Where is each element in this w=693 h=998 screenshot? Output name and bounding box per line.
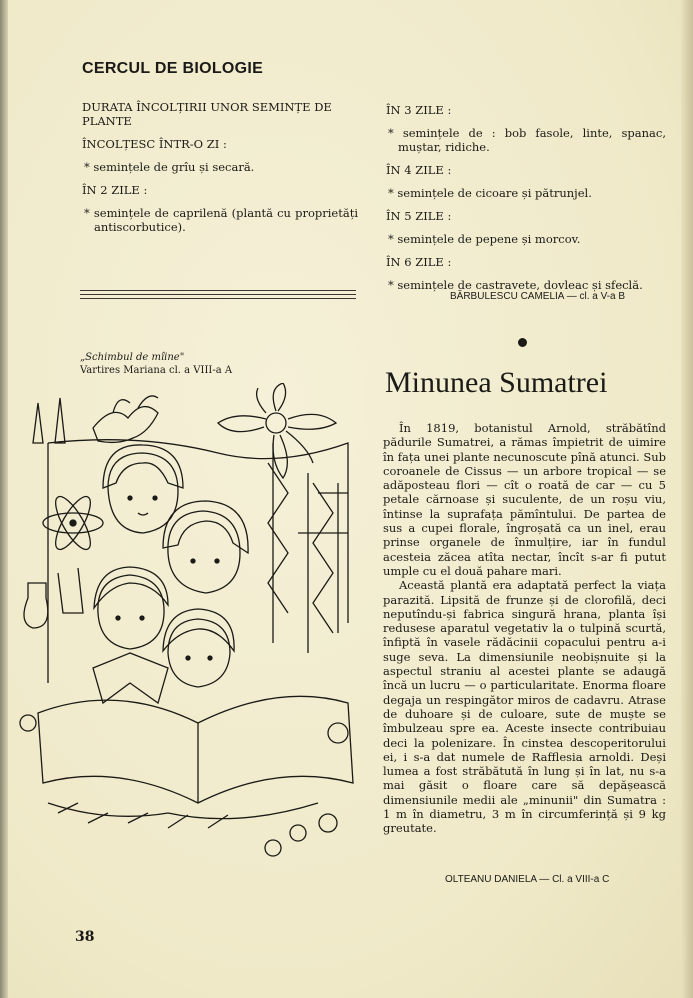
germination-intro: DURATA ÎNCOLȚIRII UNOR SEMINȚE DE PLANTE bbox=[82, 100, 332, 128]
signature-olteanu: OLTEANU DANIELA — Cl. a VIII-a C bbox=[445, 874, 610, 885]
group-label: ÎN 4 ZILE : bbox=[386, 163, 452, 177]
page-number: 38 bbox=[75, 929, 95, 945]
section-divider bbox=[80, 290, 356, 302]
caption-title: „Schimbul de mîine" bbox=[80, 352, 185, 363]
section-heading: CERCUL DE BIOLOGIE bbox=[82, 60, 264, 77]
caption-author: Vartires Mariana cl. a VIII-a A bbox=[80, 365, 233, 376]
article-paragraph: În 1819, botanistul Arnold, străbătînd pădurile Sumatrei, a rămas împietrit de uimire în fața unei plante necunoscute pînă atunci. Sub coroanele de Cissus — un arbore tropical — se adăposteau flori — cît o roată de car — cu 5 petale cărnoase și suculente, de un roșu viu, întinse la suprafața pămîntului. De partea de sus a cupei florale, îngroșată ca un inel, erau prinse organele de înmulțire, iar în fundul acesteia zăcea atîta nectar, încît s-ar fi putut umple cu el două pahare mari. bbox=[383, 421, 666, 578]
illustration-children-reading bbox=[18, 383, 368, 883]
group-label: ÎN 3 ZILE : bbox=[386, 103, 452, 117]
signature-barbulescu: BĂRBULESCU CAMELIA — cl. a V-a B bbox=[450, 291, 626, 302]
article-body bbox=[383, 421, 666, 836]
article-title: Minunea Sumatrei bbox=[385, 366, 608, 399]
separator-dot bbox=[518, 338, 527, 347]
page-edge bbox=[681, 0, 693, 998]
group-label: ÎN 6 ZILE : bbox=[386, 255, 452, 269]
group-text: * semințele de : bob fasole, linte, spanac, muștar, ridiche. bbox=[388, 126, 666, 154]
group-text: * semințele de castravete, dovleac și sfeclă. bbox=[388, 278, 643, 292]
group-label: ÎN 5 ZILE : bbox=[386, 209, 452, 223]
illustration-caption bbox=[80, 351, 232, 377]
article-paragraph: Această plantă era adaptată perfect la viața parazită. Lipsită de frunze și de clorofilă, deci neputîndu-și fabrica singură hrana, planta își redusese aparatul vegetativ la o tulpină scurtă, înfiptă în vasele rădăcinii copacului pentru a-i suge seva. La dimensiunile neobișnuite și la aspectul straniu al acestei plante se adaugă încă un lucru — o particularitate. Enorma floare degaja un respingător miros de cadavru. Atrase de duhoare și de culoare, sute de muște se îmbulzeau spre ea. Aceste insecte contribuiau deci la polenizare. În cinstea descoperitorului ei, i s-a dat numele de Rafflesia arnoldi. Deși lumea a fost străbătută în lung și în lat, nu s-a mai găsit o floare care să depășească dimensiunile medii ale „minunii" din Sumatra : 1 m în diametru, 3 m în circumferință și 9 kg greutate. bbox=[383, 578, 666, 836]
group-text: * semințele de cicoare și pătrunjel. bbox=[388, 186, 592, 200]
germination-left-column bbox=[82, 100, 358, 243]
germination-right-column bbox=[386, 103, 666, 301]
group-label: ÎN 2 ZILE : bbox=[82, 183, 148, 197]
group-text: * semințele de grîu și secară. bbox=[84, 160, 255, 174]
group-label: ÎNCOLȚESC ÎNTR-O ZI : bbox=[82, 137, 227, 151]
group-text: * semințele de caprilenă (plantă cu proprietăți antiscorbutice). bbox=[84, 206, 358, 234]
page-spine-shadow bbox=[0, 0, 8, 998]
group-text: * semințele de pepene și morcov. bbox=[388, 232, 581, 246]
